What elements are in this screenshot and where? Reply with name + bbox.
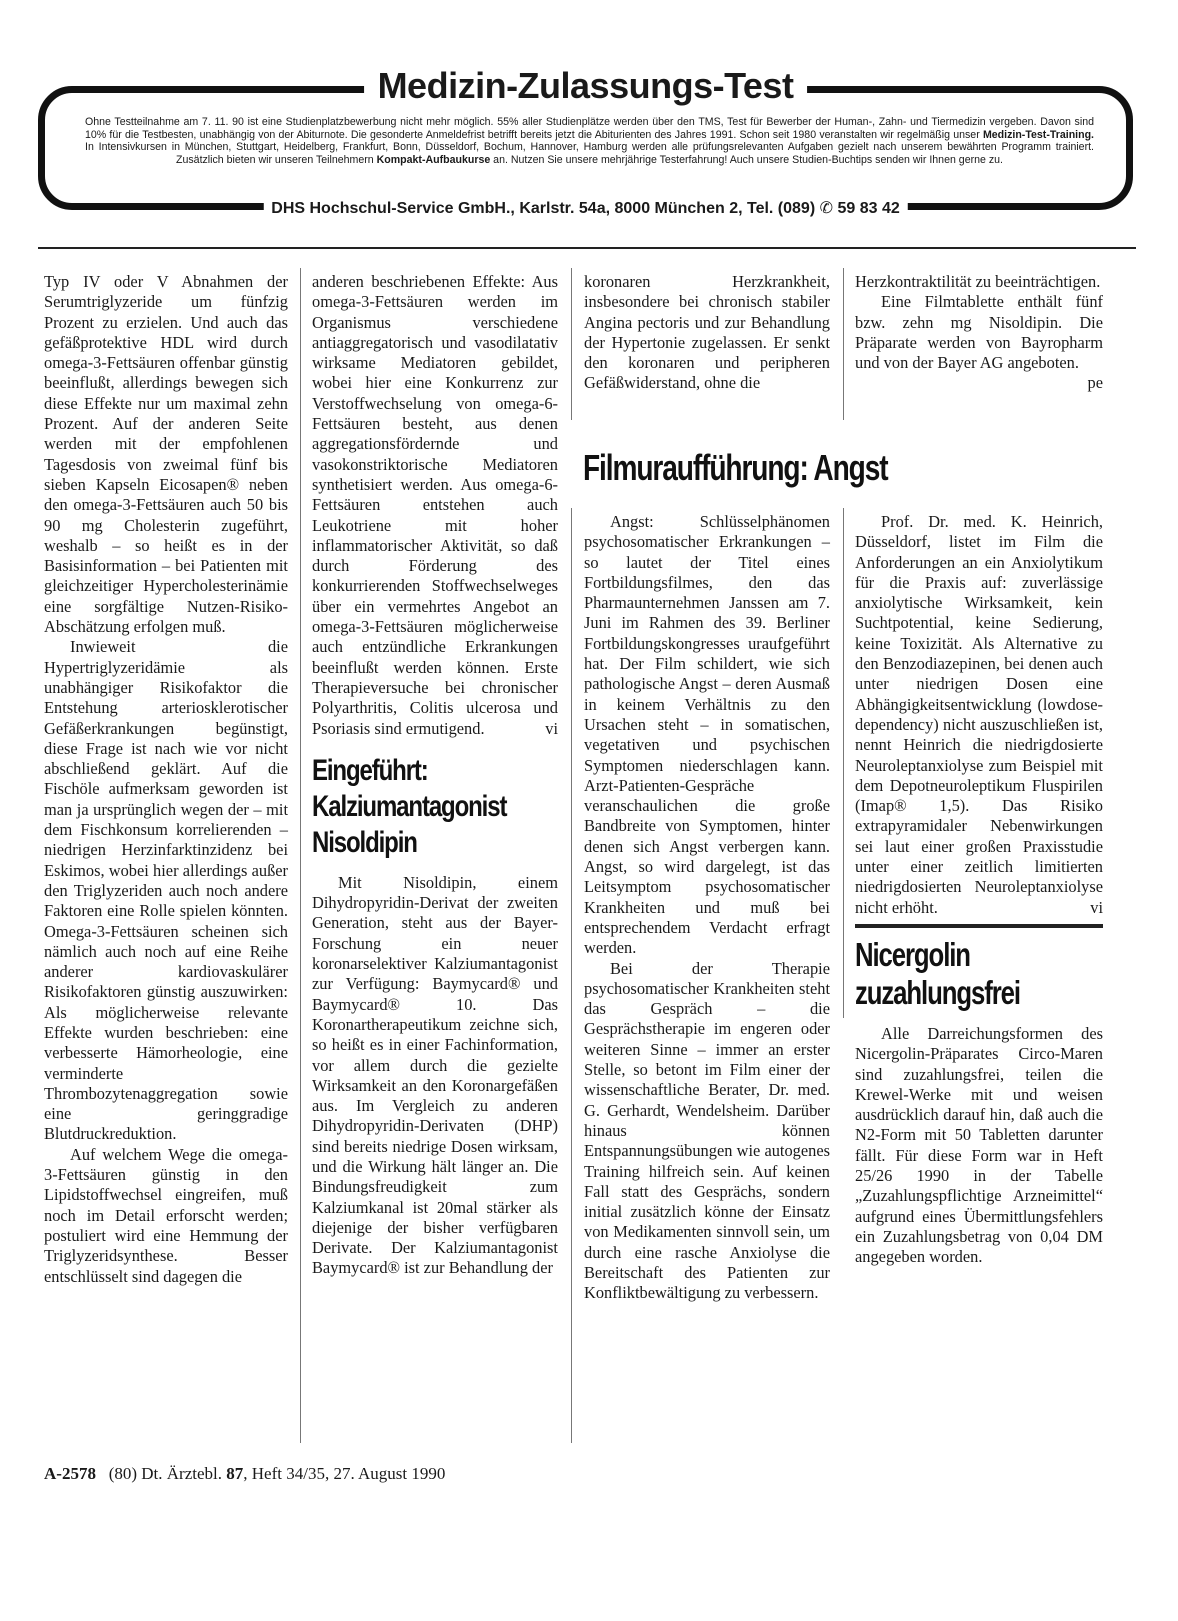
journal-ref: (80) Dt. Ärztebl. [108, 1464, 223, 1483]
top-rule [38, 247, 1136, 249]
column-4 [855, 272, 1103, 394]
ad-title: Medizin-Zulassungs-Test [364, 65, 808, 107]
column-rule [571, 508, 572, 1443]
headline-nicergolin [855, 936, 1048, 1012]
headline-line: Kalziumantagonist [312, 789, 507, 823]
column-rule [300, 268, 301, 1443]
page-number: A-2578 [44, 1464, 96, 1483]
author-signature: vi [545, 718, 558, 738]
ad-box [38, 65, 1133, 217]
headline-line: Nicergolin [855, 935, 970, 973]
paragraph: Mit Nisoldipin, einem Dihydropyridin-Derivat der zweiten Generation, steht aus der Bayer-Forschung ein neuer koronarselektiver Kalziumantagonist zur Verfügung: Baymycard® und Baymycard® 10. Das Koronartherapeutikum zeichne sich, so heißt es in einer Fachinformation, vor allem durch die gezielte Wirksamkeit an den Koronargefäßen aus. Im Vergleich zu anderen Dihydropyridin-Derivaten (DHP) sind bereits niedrige Dosen wirksam, und die Wirkung hält länger an. Die Bindungsfreudigkeit zum Kalziumkanal ist 20mal stärker als diejenige der bisher verfügbaren Derivate. Der Kalziumantagonist Baymycard® ist zur Behandlung der [312, 872, 558, 1278]
column-2 [312, 272, 558, 1279]
paragraph: Angst: Schlüsselphänomen psychosomatischer Erkrankungen – so lautet der Titel eines Fortbildungsfilmes, den das Pharmaunternehmen Janssen am 7. Juni im Rahmen des 39. Berliner Fortbildungskongresses uraufgeführt hat. Der Film schildert, wie sich pathologische Angst – deren Ausmaß in keinem Verhältnis zu den Ursachen steht – in somatischen, vegetativen und psychischen Symptomen niederschlagen kann. Arzt-Patienten-Gespräche veranschaulichen die große Bandbreite von Symptomen, hinter denen sich Angst verbergen kann. Angst, so wird dargelegt, ist das Leitsymptom psychosomatischer Krankheiten und muß bei entsprechendem Verdacht erfragt werden. [584, 512, 830, 958]
paragraph: Alle Darreichungsformen des Nicergolin-Präparates Circo-Maren sind zuzahlungsfrei, teilen die Krewel-Werke mit und weisen ausdrücklich darauf hin, daß auch die N2-Form mit 50 Tabletten darunter fällt. Für diese Form war in Heft 25/26 1990 in der Tabelle „Zuzahlungspflichtige Arzneimittel“ aufgrund eines Übermittlungsfehlers ein Zuzahlungsbetrag von 0,04 DM angegeben worden. [855, 1023, 1103, 1267]
paragraph: Typ IV oder V Abnahmen der Serumtriglyzeride um fünfzig Prozent zu erzielen. Und auch das gefäßprotektive HDL wird durch omega-3-Fettsäuren offenbar günstig beeinflußt, allerdings bewegen sich diese Effekte nur um maximal zehn Prozent. Auf der anderen Seite werden mit der empfohlenen Tagesdosis von zweimal fünf bis sieben Kapseln Eicosapen® neben den omega-3-Fettsäuren auch 50 bis 90 mg Cholesterin zugeführt, weshalb – so heißt es in der Basisinformation – bei Patienten mit gleichzeitiger Hypercholesterinämie eine sorgfältige Nutzen-Risiko-Abschätzung erfolgen muß. [44, 272, 288, 637]
paragraph [312, 272, 558, 739]
paragraph [855, 292, 1103, 393]
headline-film: Filmuraufführung: Angst [583, 447, 888, 488]
paragraph [855, 512, 1103, 918]
paragraph-text: anderen beschriebenen Effekte: Aus omega-3-Fettsäuren werden im Organismus verschiedene antiaggregatorisch und vasodilatativ wirksame Mediatoren gebildet, wobei hier eine Konkurrenz zur Verstoffwechselung von omega-6-Fettsäuren besteht, aus denen aggregationsfördernde und vasokonstriktorische Mediatoren synthetisiert werden. Aus omega-6-Fettsäuren entstehen auch Leukotriene mit hoher inflammatorischer Aktivität, so daß durch Förderung des konkurrierenden Stoffwechselweges über ein vermehrtes Angebot an omega-3-Fettsäuren möglicherweise auch entzündliche Erkrankungen beeinflußt werden können. Erste Therapieversuche bei chronischer Polyarthritis, Colitis ulcerosa und Psoriasis sind ermutigend. [312, 272, 558, 738]
headline-line: Nisoldipin [312, 825, 417, 859]
headline-line: zuzahlungsfrei [855, 973, 1020, 1011]
page-footer [44, 1464, 445, 1484]
paragraph-text: Eine Filmtablette enthält fünf bzw. zehn mg Nisoldipin. Die Präparate werden von Bayropharm und von der Bayer AG angeboten. [855, 292, 1103, 373]
paragraph-text: Prof. Dr. med. K. Heinrich, Düsseldorf, listet im Film die Anforderungen an ein Anxiolytikum für die Praxis auf: zuverlässige anxiolytische Wirksamkeit, kein Suchtpotential, keine Sedierung, keine Toxizität. Als Alternative zu den Benzodiazepinen, bei denen auch unter niedrigen Dosen eine Abhängigkeitsentwicklung (lowdose-dependency) nicht auszuschließen ist, nennt Heinrich die niedrigdosierte Neuroleptanxiolyse zum Beispiel mit dem Depotneuroleptikum Fluspirilen (Imap® 1,5). Das Risiko extrapyramidaler Nebenwirkungen sei laut einer großen Praxisstudie unter einer zeitlich limitierten niedrigdosierten Neuroleptanxiolyse nicht erhöht. [855, 512, 1103, 917]
headline-line: Eingeführt: [312, 753, 428, 787]
ad-text-part: In Intensivkursen in München, Stuttgart, Heidelberg, Frankfurt, Bonn, Düsseldorf, Bochum, Hannover, Hamburg werden alle prüfungsrelevanten Aufgaben gezielt nach unserem bewährten Programm trainiert. Zusätzlich bieten wir unseren Teilnehmern [85, 141, 1094, 167]
ad-footer: DHS Hochschul-Service GmbH., Karlstr. 54a, 8000 München 2, Tel. (089) ✆ 59 83 42 [263, 198, 907, 218]
column-4-lower [855, 512, 1103, 1268]
headline-nisoldipin [312, 753, 509, 861]
ad-text-bold: Medizin-Test-Training. [982, 128, 1094, 141]
column-rule [571, 268, 572, 420]
ad-text-part: Ohne Testteilnahme am 7. 11. 90 ist eine Studienplatzbewerbung nicht mehr möglich. 55% aller Studienplätze werden über den TMS, Test für Bewerber der Human-, Zahn- und Tiermedizin vergeben. Davon sind 10% für die Testbesten, unabhängig von der Abiturnote. Die gesonderte Anmeldefrist betrifft bereits jetzt die Abiturienten des Jahres 1991. Schon seit 1980 veranstalten wir regelmäßig unser [85, 116, 1094, 141]
paragraph: Inwieweit die Hypertriglyzeridämie als unabhängiger Risikofaktor die Entstehung arteriosklerotischer Gefäßerkrankungen begünstigt, diese Frage ist nach wie vor nicht abschließend geklärt. Auf die Fischöle aufmerksam geworden ist man ja ursprünglich wegen der – mit dem Fischkonsum korrelierenden – niedrigen Herzinfarktinzidenz bei Eskimos, wobei hier allerdings außer den Triglyzeriden auch noch andere Faktoren eine Rolle spielen könnten. Omega-3-Fettsäuren scheinen sich nämlich auch noch auf eine Reihe anderer kardiovaskulärer Risikofaktoren günstig auszuwirken: Als möglicherweise relevante Effekte wurden beschrieben: eine verbesserte Hämorheologie, eine verminderte Thrombozytenaggregation sowie eine geringgradige Blutdruckreduktion. [44, 637, 288, 1144]
paragraph: Bei der Therapie psychosomatischer Krankheiten steht das Gespräch – die Gesprächstherapie im engeren oder weiteren Sinne – immer an erster Stelle, so betont im Film einer der wissenschaftliche Berater, Dr. med. G. Gerhardt, Wendelsheim. Darüber hinaus können Entspannungsübungen wie autogenes Training hilfreich sein. Auf keinen Fall statt des Gesprächs, sondern initial zusätzlich könne der Einsatz von Medikamenten sinnvoll sein, um durch eine rasche Anxiolyse die Bereitschaft des Patienten zur Konfliktbewältigung zu verbessern. [584, 958, 830, 1303]
author-signature: pe [1087, 373, 1103, 393]
paragraph: Auf welchem Wege die omega-3-Fettsäuren günstig in den Lipidstoffwechsel eingreifen, muß noch im Detail erforscht werden; postuliert wird eine Hemmung der Triglyzeridsynthese. Besser entschlüsselt sind dagegen die [44, 1144, 288, 1286]
journal-volume: 87 [226, 1464, 244, 1483]
paragraph: Herzkontraktilität zu beeinträchtigen. [855, 272, 1101, 291]
author-signature: vi [1090, 897, 1103, 917]
ad-text-part: an. Nutzen Sie unsere mehrjährige Testerfahrung! Auch unsere Studien-Buchtips senden wir Ihnen gerne zu. [490, 154, 1003, 167]
ad-text-bold: Kompakt-Aufbaukurse [376, 154, 491, 167]
ad-text [85, 116, 1094, 167]
column-3 [584, 272, 830, 394]
column-rule [843, 508, 844, 1018]
paragraph: koronaren Herzkrankheit, insbesondere bei chronisch stabiler Angina pectoris und zur Behandlung der Hypertonie zugelassen. Er senkt den koronaren und peripheren Gefäßwiderstand, ohne die [584, 272, 830, 393]
issue-date: , Heft 34/35, 27. August 1990 [243, 1464, 446, 1483]
column-3-lower [584, 512, 830, 1304]
section-rule [855, 924, 1103, 928]
column-1 [44, 272, 288, 1287]
column-rule [843, 268, 844, 420]
